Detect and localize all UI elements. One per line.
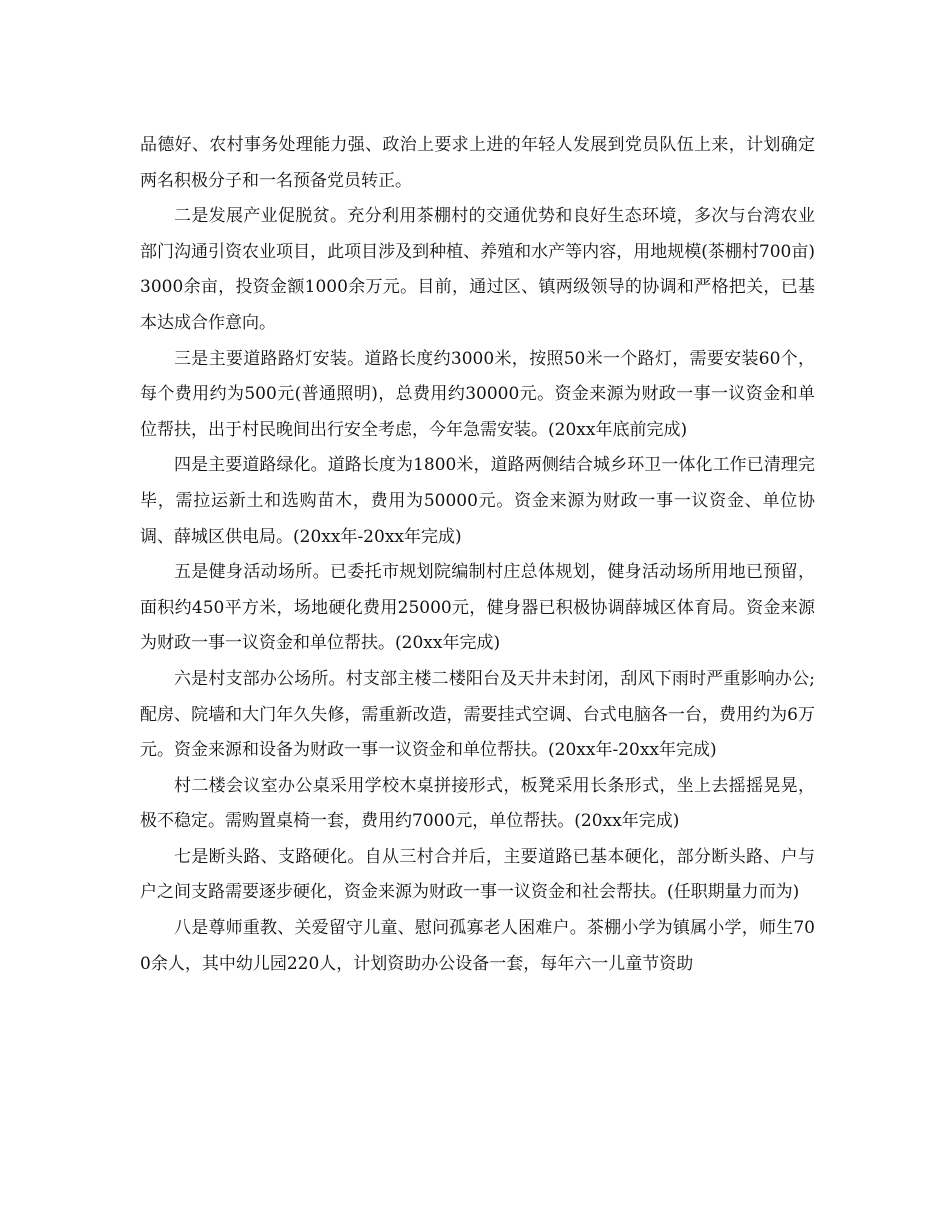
paragraph-5: 五是健身活动场所。已委托市规划院编制村庄总体规划，健身活动场所用地已预留，面积约450平方米，场地硬化费用25000元，健身器已积极协调薛城区体育局。资金来源为财政一事一议资金和单位帮扶。(20xx年完成)	[140, 562, 815, 654]
paragraph-4: 四是主要道路绿化。道路长度为1800米，道路两侧结合城乡环卫一体化工作已清理完毕，需拉运新土和选购苗木，费用为50000元。资金来源为财政一事一议资金、单位协调、薛城区供电局。(20xx年-20xx年完成)	[140, 455, 815, 547]
paragraph-9: 八是尊师重教、关爱留守儿童、慰问孤寡老人困难户。茶棚小学为镇属小学，师生700余人，其中幼儿园220人，计划资助办公设备一套，每年六一儿童节资助	[140, 918, 815, 974]
document-page	[140, 128, 815, 982]
paragraph-7: 村二楼会议室办公桌采用学校木桌拼接形式，板凳采用长条形式，坐上去摇摇晃晃，极不稳定。需购置桌椅一套，费用约7000元，单位帮扶。(20xx年完成)	[140, 775, 815, 832]
paragraph-1: 品德好、农村事务处理能力强、政治上要求上进的年轻人发展到党员队伍上来，计划确定两名积极分子和一名预备党员转正。	[140, 135, 815, 191]
paragraph-6: 六是村支部办公场所。村支部主楼二楼阳台及天井未封闭，刮风下雨时严重影响办公;配房、院墙和大门年久失修，需重新改造，需要挂式空调、台式电脑各一台，费用约为6万元。资金来源和设备为财政一事一议资金和单位帮扶。(20xx年-20xx年完成)	[140, 668, 815, 761]
paragraph-8: 七是断头路、支路硬化。自从三村合并后，主要道路已基本硬化，部分断头路、户与户之间支路需要逐步硬化，资金来源为财政一事一议资金和社会帮扶。(任职期量力而为)	[140, 846, 815, 903]
paragraph-3: 三是主要道路路灯安装。道路长度约3000米，按照50米一个路灯，需要安装60个，每个费用约为500元(普通照明)，总费用约30000元。资金来源为财政一事一议资金和单位帮扶，出于村民晚间出行安全考虑，今年急需安装。(20xx年底前完成)	[140, 348, 815, 440]
paragraph-2: 二是发展产业促脱贫。充分利用茶棚村的交通优势和良好生态环境，多次与台湾农业部门沟通引资农业项目，此项目涉及到种植、养殖和水产等内容，用地规模(茶棚村700亩)3000余亩，投资金额1000余万元。目前，通过区、镇两级领导的协调和严格把关，已基本达成合作意向。	[140, 206, 815, 333]
